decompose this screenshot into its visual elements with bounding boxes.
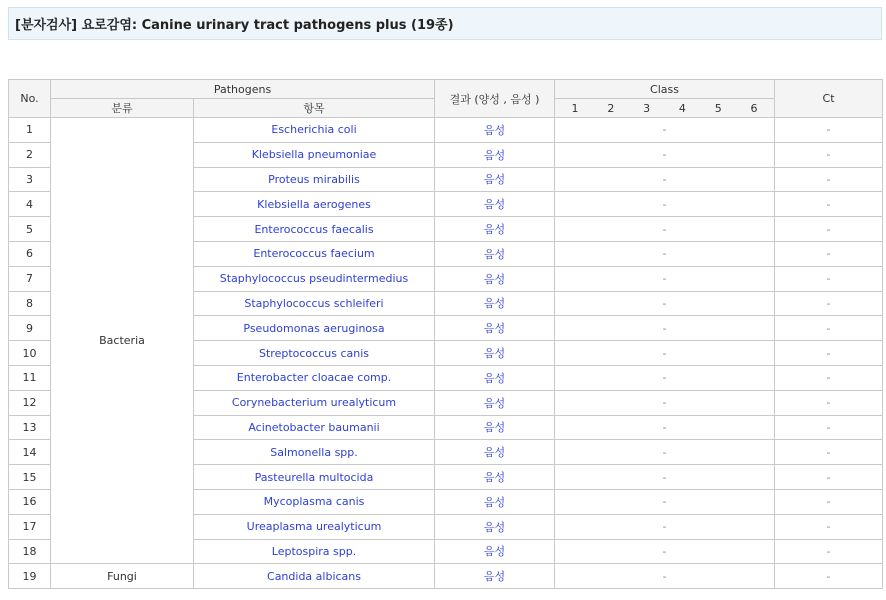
row-number: 1 <box>9 118 51 143</box>
result-value: 음성 <box>435 142 555 167</box>
class-value: - <box>555 539 775 564</box>
ct-value: - <box>775 390 883 415</box>
row-number: 5 <box>9 217 51 242</box>
result-value: 음성 <box>435 118 555 143</box>
row-number: 15 <box>9 465 51 490</box>
class-value: - <box>555 316 775 341</box>
header-class: Class <box>555 80 775 99</box>
pathogen-name: Leptospira spp. <box>194 539 435 564</box>
ct-value: - <box>775 564 883 589</box>
result-value: 음성 <box>435 465 555 490</box>
table-row <box>9 564 883 589</box>
pathogen-name: Pasteurella multocida <box>194 465 435 490</box>
class-value: - <box>555 192 775 217</box>
table-body <box>9 118 883 589</box>
result-value: 음성 <box>435 514 555 539</box>
result-value: 음성 <box>435 415 555 440</box>
row-number: 17 <box>9 514 51 539</box>
header-item: 항목 <box>194 99 435 118</box>
ct-value: - <box>775 142 883 167</box>
ct-value: - <box>775 539 883 564</box>
ct-value: - <box>775 316 883 341</box>
class-value: - <box>555 365 775 390</box>
result-value: 음성 <box>435 217 555 242</box>
row-number: 11 <box>9 365 51 390</box>
section-title <box>8 7 882 40</box>
pathogen-name: Corynebacterium urealyticum <box>194 390 435 415</box>
row-number: 2 <box>9 142 51 167</box>
class-value: - <box>555 217 775 242</box>
result-value: 음성 <box>435 489 555 514</box>
class-value: - <box>555 390 775 415</box>
ct-value: - <box>775 365 883 390</box>
class-value: - <box>555 489 775 514</box>
result-value: 음성 <box>435 365 555 390</box>
class-value: - <box>555 465 775 490</box>
class-value: - <box>555 564 775 589</box>
ct-value: - <box>775 217 883 242</box>
pathogen-name: Staphylococcus pseudintermedius <box>194 266 435 291</box>
row-number: 7 <box>9 266 51 291</box>
result-value: 음성 <box>435 266 555 291</box>
pathogen-name: Mycoplasma canis <box>194 489 435 514</box>
result-value: 음성 <box>435 341 555 366</box>
pathogen-results-table <box>8 79 883 589</box>
pathogen-name: Enterobacter cloacae comp. <box>194 365 435 390</box>
class-value: - <box>555 118 775 143</box>
header-no: No. <box>9 80 51 118</box>
result-value: 음성 <box>435 241 555 266</box>
class-value: - <box>555 167 775 192</box>
ct-value: - <box>775 167 883 192</box>
class-value: - <box>555 514 775 539</box>
result-value: 음성 <box>435 564 555 589</box>
table-row <box>9 118 883 143</box>
ct-value: - <box>775 266 883 291</box>
pathogen-name: Escherichia coli <box>194 118 435 143</box>
header-category: 분류 <box>51 99 194 118</box>
header-pathogens: Pathogens <box>51 80 435 99</box>
ct-value: - <box>775 291 883 316</box>
row-number: 16 <box>9 489 51 514</box>
result-value: 음성 <box>435 440 555 465</box>
row-number: 8 <box>9 291 51 316</box>
class-level-6: 6 <box>750 101 758 115</box>
class-level-1: 1 <box>571 101 579 115</box>
pathogen-name: Staphylococcus schleiferi <box>194 291 435 316</box>
header-class-levels <box>555 99 775 118</box>
pathogen-name: Acinetobacter baumanii <box>194 415 435 440</box>
row-number: 18 <box>9 539 51 564</box>
row-number: 14 <box>9 440 51 465</box>
result-value: 음성 <box>435 167 555 192</box>
ct-value: - <box>775 465 883 490</box>
class-value: - <box>555 142 775 167</box>
class-level-5: 5 <box>714 101 722 115</box>
row-number: 9 <box>9 316 51 341</box>
class-level-4: 4 <box>678 101 686 115</box>
result-value: 음성 <box>435 539 555 564</box>
category-bacteria: Bacteria <box>51 118 194 564</box>
pathogen-name: Klebsiella pneumoniae <box>194 142 435 167</box>
row-number: 12 <box>9 390 51 415</box>
row-number: 13 <box>9 415 51 440</box>
ct-value: - <box>775 514 883 539</box>
pathogen-name: Enterococcus faecium <box>194 241 435 266</box>
row-number: 6 <box>9 241 51 266</box>
result-value: 음성 <box>435 291 555 316</box>
pathogen-name: Candida albicans <box>194 564 435 589</box>
pathogen-name: Salmonella spp. <box>194 440 435 465</box>
row-number: 3 <box>9 167 51 192</box>
class-value: - <box>555 241 775 266</box>
pathogen-name: Pseudomonas aeruginosa <box>194 316 435 341</box>
class-value: - <box>555 415 775 440</box>
ct-value: - <box>775 415 883 440</box>
row-number: 10 <box>9 341 51 366</box>
pathogen-name: Enterococcus faecalis <box>194 217 435 242</box>
result-value: 음성 <box>435 316 555 341</box>
result-value: 음성 <box>435 192 555 217</box>
ct-value: - <box>775 440 883 465</box>
class-value: - <box>555 266 775 291</box>
pathogen-name: Ureaplasma urealyticum <box>194 514 435 539</box>
table-header-row <box>9 80 883 99</box>
pathogen-name: Streptococcus canis <box>194 341 435 366</box>
header-result: 결과 (양성 , 음성 ) <box>435 80 555 118</box>
ct-value: - <box>775 192 883 217</box>
category-fungi: Fungi <box>51 564 194 589</box>
result-value: 음성 <box>435 390 555 415</box>
section-title-text: [분자검사] 요로감염: Canine urinary tract pathogens plus (19종) <box>15 18 454 33</box>
row-number: 19 <box>9 564 51 589</box>
class-value: - <box>555 291 775 316</box>
row-number: 4 <box>9 192 51 217</box>
ct-value: - <box>775 118 883 143</box>
class-value: - <box>555 440 775 465</box>
ct-value: - <box>775 489 883 514</box>
header-ct: Ct <box>775 80 883 118</box>
class-value: - <box>555 341 775 366</box>
pathogen-name: Klebsiella aerogenes <box>194 192 435 217</box>
class-level-2: 2 <box>607 101 615 115</box>
class-level-3: 3 <box>643 101 651 115</box>
ct-value: - <box>775 241 883 266</box>
ct-value: - <box>775 341 883 366</box>
pathogen-name: Proteus mirabilis <box>194 167 435 192</box>
